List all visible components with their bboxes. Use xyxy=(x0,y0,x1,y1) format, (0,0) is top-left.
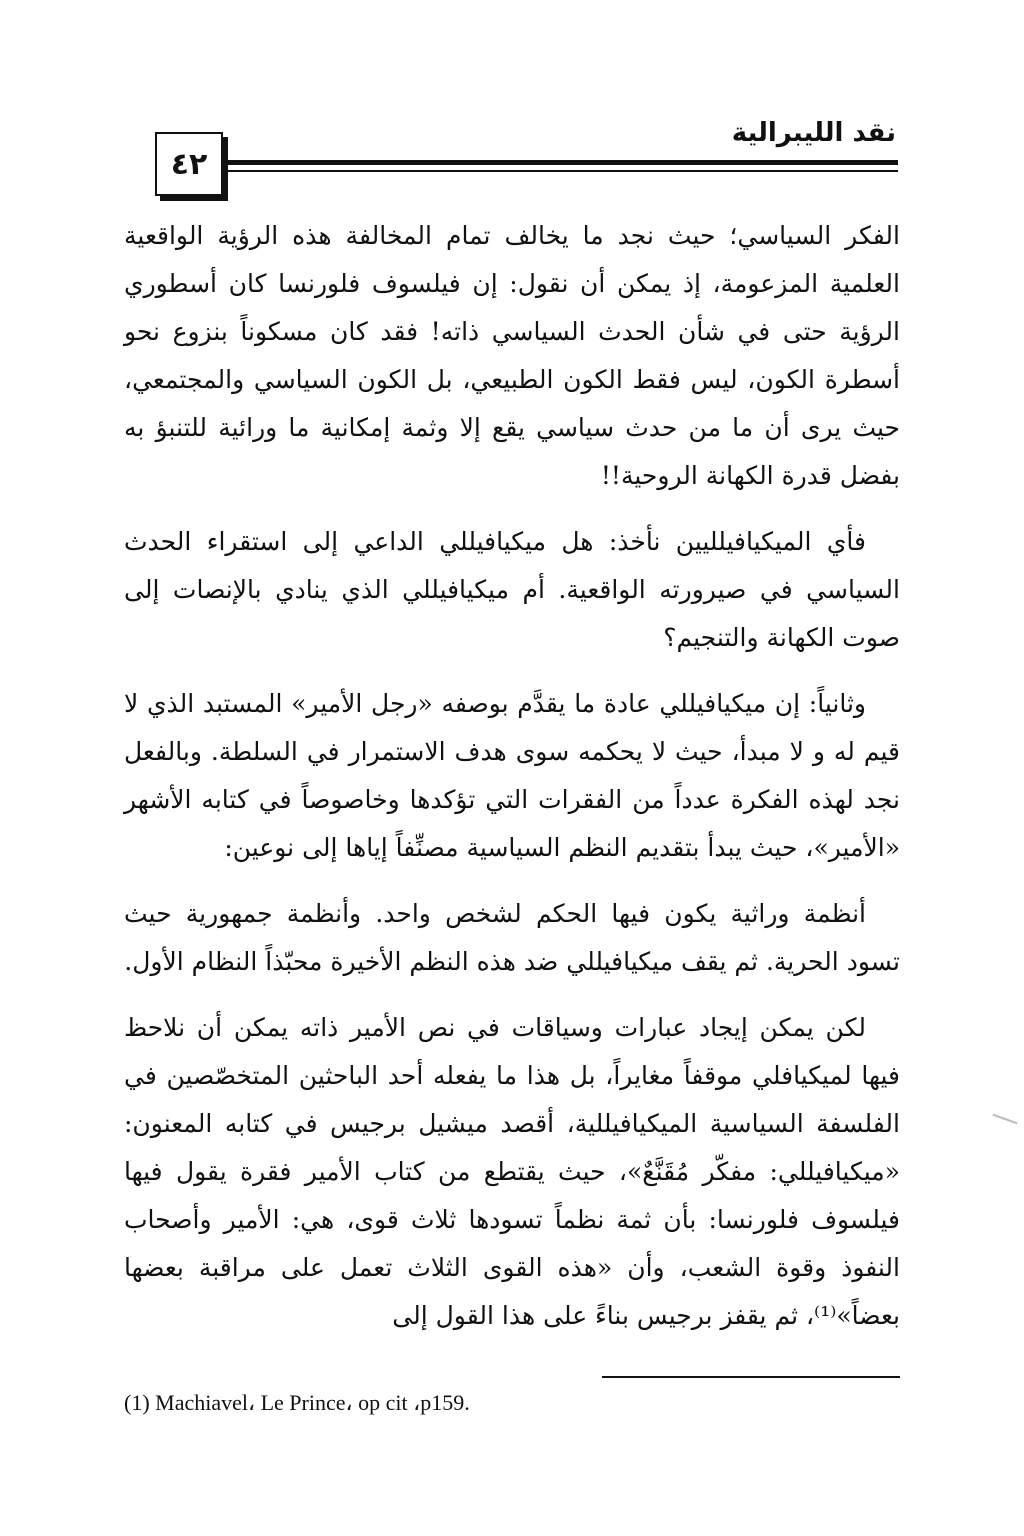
header-rule xyxy=(218,160,898,165)
margin-scan-mark xyxy=(992,1114,1017,1125)
paragraph-1: الفكر السياسي؛ حيث نجد ما يخالف تمام المخالفة هذه الرؤية الواقعية العلمية المزعومة، إذ يمكن أن نقول: إن فيلسوف فلورنسا كان أسطوري الرؤية حتى في شأن الحدث السياسي ذاته! فقد كان مسكوناً بنزوع نحو أسطرة الكون، ليس فقط الكون الطبيعي، بل الكون السياسي والمجتمعي، حيث يرى أن ما من حدث سياسي يقع إلا وثمة إمكانية ما ورائية للتنبؤ به بفضل قدرة الكهانة الروحية!! xyxy=(124,221,900,490)
header-rule-thin xyxy=(218,170,898,172)
page-number: ٤٢ xyxy=(155,132,223,196)
paragraph-2: فأي الميكيافيلليين نأخذ: هل ميكيافيللي الداعي إلى استقراء الحدث السياسي في صيرورته الواقعية. أم ميكيافيللي الذي ينادي بالإنصات إلى صوت الكهانة والتنجيم؟ xyxy=(124,527,900,652)
footnote-separator xyxy=(602,1376,900,1378)
paragraph-4: أنظمة وراثية يكون فيها الحكم لشخص واحد. وأنظمة جمهورية حيث تسود الحرية. ثم يقف ميكيافيللي ضد هذه النظم الأخيرة محبّذاً النظام الأول. xyxy=(124,899,900,976)
footnote: (1) Machiavel، Le Prince، op cit ،p159. xyxy=(124,1390,470,1415)
body-text xyxy=(124,212,900,1358)
running-header-title: نقد الليبرالية xyxy=(731,118,896,148)
paragraph-5: لكن يمكن إيجاد عبارات وسياقات في نص الأمير ذاته يمكن أن نلاحظ فيها لميكيافلي موقفاً مغايراً، بل هذا ما يفعله أحد الباحثين المتخصّصين في الفلسفة السياسية الميكيافيللية، أقصد ميشيل برجيس في كتابه المعنون: «ميكيافيللي: مفكّر مُقَنَّعٌ»، حيث يقتطع من كتاب الأمير فقرة يقول فيها فيلسوف فلورنسا: بأن ثمة نظماً تسودها ثلاث قوى، هي: الأمير وأصحاب النفوذ وقوة الشعب، وأن «هذه القوى الثلاث تعمل على مراقبة بعضها بعضاً»⁽¹⁾، ثم يقفز برجيس بناءً على هذا القول إلى xyxy=(124,1013,900,1330)
paragraph-3: وثانياً: إن ميكيافيللي عادة ما يقدَّم بوصفه «رجل الأمير» المستبد الذي لا قيم له و لا مبدأ، حيث لا يحكمه سوى هدف الاستمرار في السلطة. وبالفعل نجد لهذه الفكرة عدداً من الفقرات التي تؤكدها وخاصوصاً في كتابه الأشهر «الأمير»، حيث يبدأ بتقديم النظم السياسية مصنِّفاً إياها إلى نوعين: xyxy=(124,689,900,862)
